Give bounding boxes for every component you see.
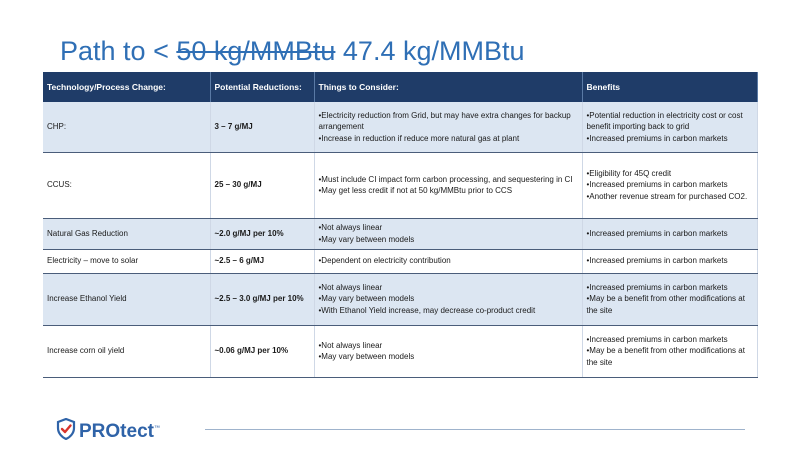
- reduction-cell: 25 – 30 g/MJ: [210, 152, 314, 218]
- benefits-cell: [582, 152, 757, 218]
- consider-cell: [314, 218, 582, 249]
- brand-name: [79, 421, 160, 443]
- benefits-cell: [582, 102, 757, 152]
- reduction-cell: ~2.5 – 3.0 g/MJ per 10%: [210, 273, 314, 325]
- consider-item: •With Ethanol Yield increase, may decrease co-product credit: [318, 305, 536, 315]
- title-target-value: 47.4 kg/MMBtu: [335, 36, 525, 66]
- header-reductions: Potential Reductions:: [210, 72, 314, 102]
- footer-divider: [205, 429, 745, 430]
- consider-item: •May vary between models: [318, 234, 415, 244]
- header-technology: Technology/Process Change:: [43, 72, 210, 102]
- shield-check-icon: [56, 418, 76, 445]
- reduction-cell: ~2.5 – 6 g/MJ: [210, 249, 314, 273]
- benefit-item: •Increased premiums in carbon markets: [586, 282, 728, 292]
- consider-item: •Not always linear: [318, 282, 383, 292]
- technology-cell: Increase Ethanol Yield: [43, 273, 210, 325]
- consider-item: •May vary between models: [318, 294, 415, 304]
- benefit-item: •Increased premiums in carbon markets: [586, 180, 728, 190]
- benefit-item: •Potential reduction in electricity cost or cost benefit importing back to grid: [586, 110, 743, 131]
- benefit-item: •Increased premiums in carbon markets: [586, 334, 728, 344]
- consider-item: •Not always linear: [318, 340, 383, 350]
- table-row: [43, 218, 757, 249]
- benefits-cell: [582, 218, 757, 249]
- technology-cell: CCUS:: [43, 152, 210, 218]
- technology-cell: CHP:: [43, 102, 210, 152]
- benefits-cell: [582, 273, 757, 325]
- technology-cell: Increase corn oil yield: [43, 325, 210, 377]
- consider-item: •May get less credit if not at 50 kg/MMBtu prior to CCS: [318, 186, 513, 195]
- reduction-cell: ~0.06 g/MJ per 10%: [210, 325, 314, 377]
- table-header-row: [43, 72, 757, 102]
- table-row: [43, 249, 757, 273]
- header-consider: Things to Consider:: [314, 72, 582, 102]
- table-row: [43, 273, 757, 325]
- benefits-cell: [582, 325, 757, 377]
- technology-cell: Natural Gas Reduction: [43, 218, 210, 249]
- consider-item: •May vary between models: [318, 352, 415, 361]
- benefit-item: •May be a benefit from other modifications at the site: [586, 346, 745, 367]
- table-row: [43, 152, 757, 218]
- consider-cell: [314, 249, 582, 273]
- table-row: [43, 102, 757, 152]
- benefit-item: •Eligibility for 45Q credit: [586, 168, 672, 178]
- consider-item: •Increase in reduction if reduce more natural gas at plant: [318, 133, 520, 143]
- title-prefix: Path to <: [60, 36, 177, 66]
- brand-text: PROtect: [79, 420, 154, 442]
- benefit-item: •May be a benefit from other modifications at the site: [586, 294, 745, 315]
- consider-item: •Dependent on electricity contribution: [318, 256, 451, 266]
- consider-item: •Electricity reduction from Grid, but may have extra changes for backup arrangement: [318, 110, 571, 131]
- slide-title: [60, 36, 525, 67]
- reduction-cell: ~2.0 g/MJ per 10%: [210, 218, 314, 249]
- brand-logo: [56, 418, 160, 445]
- trademark-mark: ™: [153, 425, 160, 432]
- title-struck-value: 50 kg/MMBtu: [176, 36, 336, 66]
- benefit-item: •Increased premiums in carbon markets: [586, 228, 728, 238]
- technology-cell: Electricity – move to solar: [43, 249, 210, 273]
- consider-cell: [314, 273, 582, 325]
- reduction-cell: 3 – 7 g/MJ: [210, 102, 314, 152]
- benefits-cell: [582, 249, 757, 273]
- consider-cell: [314, 325, 582, 377]
- header-benefits: Benefits: [582, 72, 757, 102]
- reduction-table: [43, 72, 758, 378]
- consider-item: •Not always linear: [318, 223, 383, 232]
- benefit-item: •Increased premiums in carbon markets: [586, 133, 728, 143]
- benefit-item: •Increased premiums in carbon markets: [586, 256, 728, 266]
- consider-cell: [314, 102, 582, 152]
- consider-item: •Must include CI impact form carbon processing, and sequestering in CI: [318, 174, 573, 184]
- consider-cell: [314, 152, 582, 218]
- benefit-item: •Another revenue stream for purchased CO2.: [586, 191, 748, 201]
- table-row: [43, 325, 757, 377]
